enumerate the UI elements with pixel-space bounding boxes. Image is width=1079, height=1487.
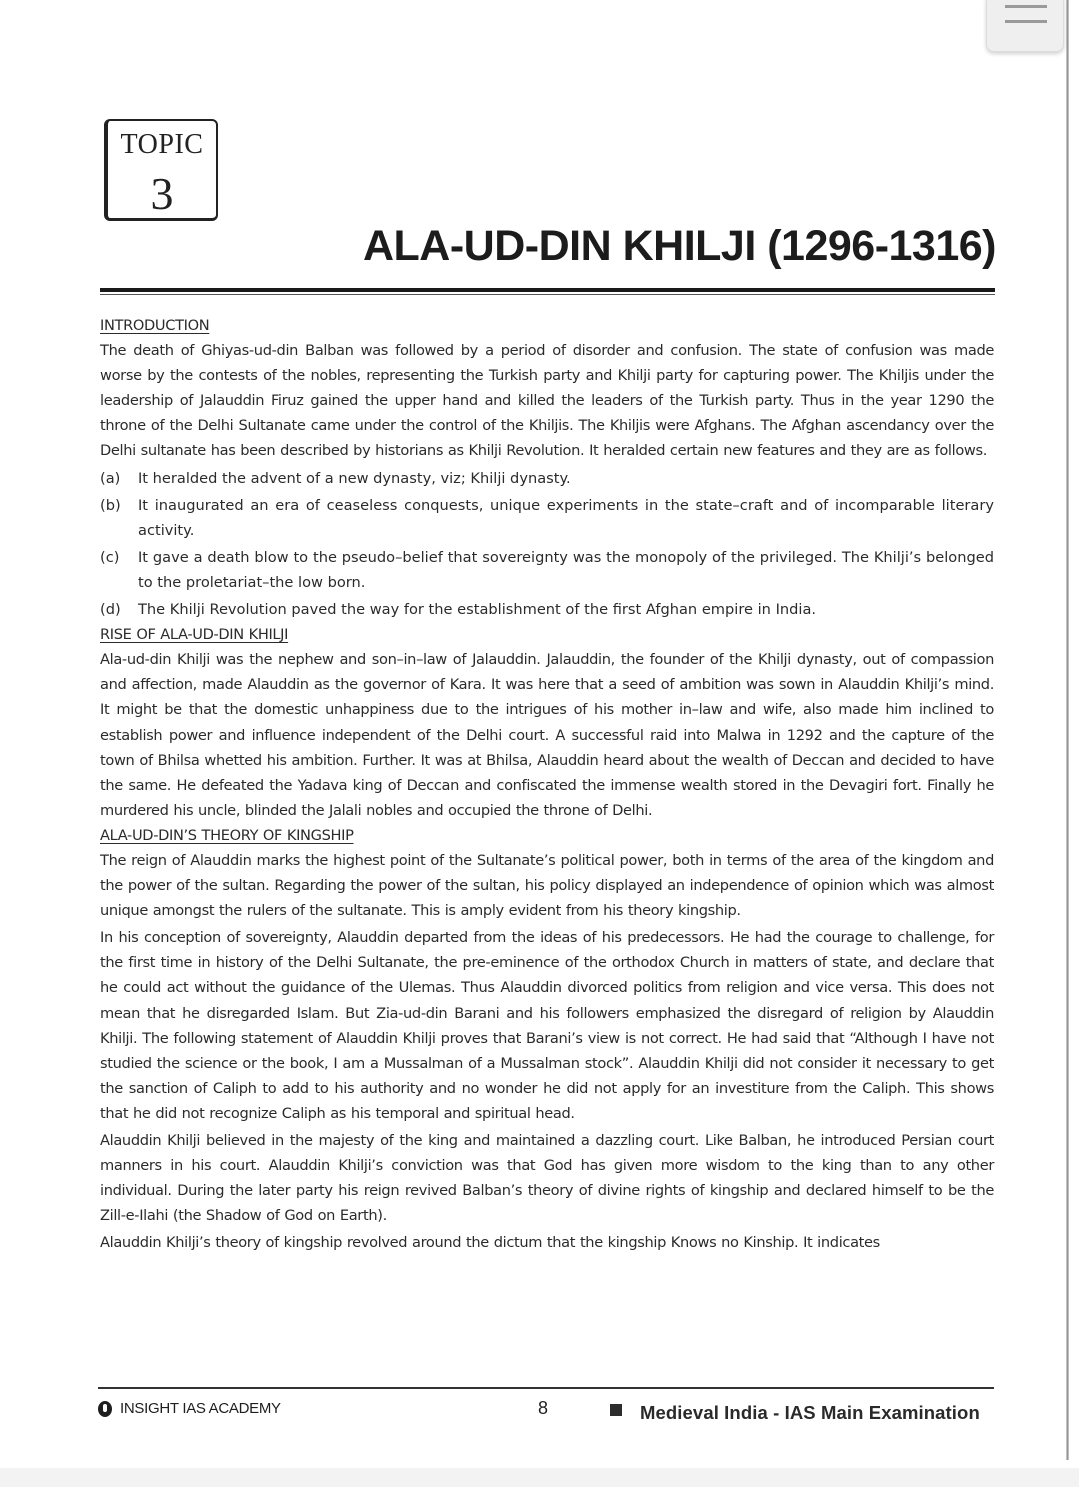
list-text: The Khilji Revolution paved the way for the establishment of the first Afghan empire in India. (138, 601, 817, 619)
document-body (100, 313, 994, 1255)
section-heading-kingship: ALA-UD-DIN’S THEORY OF KINGSHIP (100, 826, 354, 844)
list-text: It gave a death blow to the pseudo–belief that sovereignty was the monopoly of the privileged. The Khilji’s belonged to the proletariat–the low born. (138, 548, 994, 591)
title-divider-thin (100, 294, 995, 295)
list-item (100, 597, 994, 622)
list-marker: (d) (100, 601, 121, 619)
rise-paragraph: Ala-ud-din Khilji was the nephew and son–in–law of Jalauddin. Jalauddin, the founder of the Khilji dynasty, out of compassion and affection, made Alauddin as the governor of Kara. It was here that a seed of ambition was sown in Alauddin Khilji’s mind. It might be that the domestic unhappiness due to the intrigues of his mother in–law and wife, also made him inclined to establish power and influence independent of the Delhi court. A successful raid into Malwa in 1292 and the capture of the town of Bhilsa whetted his ambition. Further. It was at Bhilsa, Alauddin heard about the wealth of Deccan and decided to have the same. He defeated the Yadava king of Deccan and confiscated the immense wealth stored in the Devagiri fort. Finally he murdered his uncle, blinded the Jalali nobles and occupied the throne of Delhi. (100, 651, 994, 819)
kingship-paragraph: Alauddin Khilji believed in the majesty of the king and maintained a dazzling court. Like Balban, he introduced Persian court manners in his court. Alauddin Khilji’s conviction was that God has given more wisdom to the king than to any other individual. During the later party his reign revived Balban’s theory of divine rights of kingship and declared himself to be the Zill-e-Ilahi (the Shadow of God on Earth). (100, 1132, 994, 1225)
topic-badge (104, 119, 218, 221)
list-text: It heralded the advent of a new dynasty, viz; Khilji dynasty. (138, 469, 571, 487)
kingship-paragraph: In his conception of sovereignty, Alauddin departed from the ideas of his predecessors. He had the courage to challenge, for the first time in history of the Delhi Sultanate, the pre-eminence of the orthodox Church in matters of state, and declare that he could act without the guidance of the Ulemas. Thus Alauddin divorced politics from religion and vice versa. This does not mean that he disregarded Islam. But Zia-ud-din Barani and his followers emphasized the disregard of religion by Alauddin Khilji. The following statement of Alauddin Khilji proves that Barani’s view is not correct. He had said that “Although I have not studied the science or the book, I am a Mussalman of a Mussalman stock”. Alauddin Khilji did not consider it necessary to get the sanction of Caliph to add to his authority and no wonder he did not apply for an investiture from the Caliph. This shows that he did not recognize Caliph as his temporal and spiritual head. (100, 929, 994, 1122)
footer-book-title: Medieval India - IAS Main Examination (640, 1402, 980, 1423)
scan-page-edge (1066, 0, 1069, 1460)
kingship-paragraph: The reign of Alauddin marks the highest point of the Sultanate’s political power, both in terms of the area of the kingdom and the power of the sultan. Regarding the power of the sultan, his policy displayed an independence of opinion which was almost unique amongst the rulers of the sultanate. This is amply evident from his theory kingship. (100, 851, 994, 920)
hamburger-menu-icon (1005, 5, 1047, 8)
page-number: 8 (538, 1398, 549, 1418)
list-item (100, 466, 994, 491)
title-divider (100, 288, 995, 292)
introduction-paragraph: The death of Ghiyas-ud-din Balban was followed by a period of disorder and confusion. The state of confusion was made worse by the contests of the nobles, representing the Turkish party and Khilji party for capturing power. The Khiljis under the leadership of Jalauddin Firuz gained the upper hand and killed the leaders of the Turkish party. Thus in the year 1290 the throne of the Delhi Sultanate came under the control of the Khiljis. The Khiljis were Afghans. The Afghan ascendancy over the Delhi sultanate has been described by historians as Khilji Revolution. It heralded certain new features and they are as follows. (100, 342, 994, 460)
insight-logo-icon (98, 1401, 112, 1417)
kingship-paragraph: Alauddin Khilji’s theory of kingship revolved around the dictum that the kingship Knows no Kinship. It indicates (100, 1234, 880, 1252)
square-bullet-icon (610, 1404, 622, 1416)
topic-number: 3 (150, 168, 174, 219)
footer-academy-name: INSIGHT IAS ACADEMY (120, 1400, 281, 1417)
list-marker: (c) (100, 548, 120, 566)
section-heading-introduction: INTRODUCTION (100, 317, 210, 334)
page-title: ALA-UD-DIN KHILJI (1296-1316) (362, 222, 996, 270)
topic-label: TOPIC (120, 129, 204, 160)
footer-divider (98, 1387, 994, 1389)
page-footer (98, 1398, 994, 1426)
list-text: It inaugurated an era of ceaseless conquests, unique experiments in the state–craft and of incomparable literary activity. (138, 496, 994, 539)
viewer-bottom-strip (0, 1468, 1079, 1487)
hamburger-menu-icon-bar (1005, 20, 1047, 23)
list-marker: (a) (100, 469, 121, 487)
list-marker: (b) (100, 496, 121, 514)
hamburger-menu-button[interactable] (986, 0, 1064, 52)
list-item (100, 493, 994, 543)
section-heading-rise: RISE OF ALA-UD-DIN KHILJI (100, 626, 289, 644)
list-item (100, 545, 994, 595)
